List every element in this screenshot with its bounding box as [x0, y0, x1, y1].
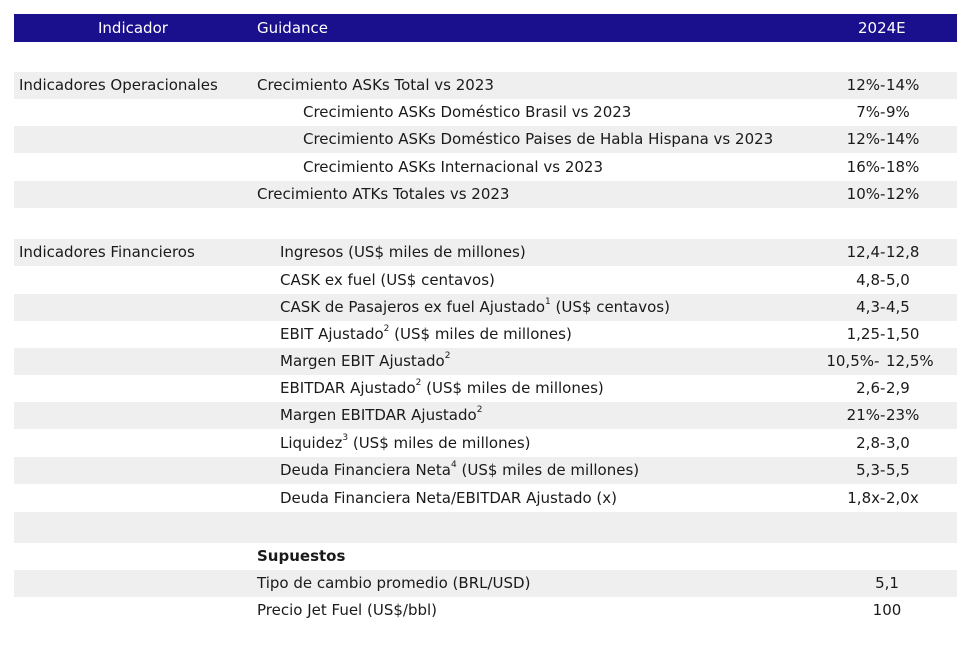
footnote-marker: 2	[476, 405, 483, 415]
row-label-text: Margen EBIT Ajustado	[280, 352, 445, 370]
range-separator: -	[880, 103, 886, 121]
range-low: 12%	[846, 130, 880, 148]
category-financial: Indicadores Financieros	[19, 243, 195, 261]
table-row	[14, 348, 957, 375]
range-high: 14%	[886, 76, 920, 94]
table-row	[14, 597, 957, 624]
assumption-value: 5,1	[875, 574, 899, 592]
range-separator: -	[880, 130, 886, 148]
table-row	[14, 485, 957, 512]
assumptions-title-row	[14, 543, 957, 570]
table-row	[14, 126, 957, 153]
assumptions-title: Supuestos	[257, 547, 346, 565]
range-low: 4,3	[856, 298, 880, 316]
range-high: 12%	[886, 185, 920, 203]
range-high: 3,0	[886, 434, 910, 452]
range-low: 21%	[846, 406, 880, 424]
row-label: Tipo de cambio promedio (BRL/USD)	[257, 574, 531, 592]
table-row	[14, 321, 957, 348]
table-row	[14, 402, 957, 429]
range-separator: -	[880, 325, 886, 343]
range-high: 4,5	[886, 298, 910, 316]
range-high: 2,0x	[886, 489, 919, 507]
range-low: 1,8x	[847, 489, 880, 507]
row-label-text: Margen EBITDAR Ajustado	[280, 406, 477, 424]
row-label-suffix: (US$ miles de millones)	[421, 379, 604, 397]
header-guidance: Guidance	[257, 19, 328, 37]
range-high: 2,9	[886, 379, 910, 397]
row-label-suffix: (US$ miles de millones)	[348, 434, 531, 452]
range-high: 9%	[886, 103, 910, 121]
range-separator: -	[880, 185, 886, 203]
range-high: 1,50	[886, 325, 920, 343]
range-separator: -	[880, 406, 886, 424]
table-row	[14, 267, 957, 294]
range-low: 1,25	[846, 325, 880, 343]
range-high: 23%	[886, 406, 920, 424]
range-separator: -	[874, 352, 880, 370]
range-separator: -	[880, 298, 886, 316]
range-low: 5,3	[856, 461, 880, 479]
row-label: Crecimiento ASKs Doméstico Paises de Habla Hispana vs 2023	[303, 130, 774, 148]
row-label-suffix: (US$ centavos)	[550, 298, 670, 316]
row-label-text: Liquidez	[280, 434, 343, 452]
footnote-marker: 2	[444, 351, 451, 361]
category-operational: Indicadores Operacionales	[19, 76, 218, 94]
range-low: 12%	[846, 76, 880, 94]
table-row	[14, 239, 957, 266]
table-row	[14, 99, 957, 126]
range-separator: -	[880, 461, 886, 479]
table-row	[14, 154, 957, 181]
row-label: Deuda Financiera Neta/EBITDAR Ajustado (x)	[280, 489, 617, 507]
range-separator: -	[880, 76, 886, 94]
range-low: 16%	[846, 158, 880, 176]
range-low: 12,4	[846, 243, 880, 261]
range-low: 2,8	[856, 434, 880, 452]
table-row	[14, 181, 957, 208]
header-indicador: Indicador	[98, 19, 168, 37]
row-label: Precio Jet Fuel (US$/bbl)	[257, 601, 437, 619]
row-label: Crecimiento ATKs Totales vs 2023	[257, 185, 510, 203]
table-row	[14, 375, 957, 402]
range-high: 18%	[886, 158, 920, 176]
spacer-row	[14, 512, 957, 543]
range-separator: -	[880, 489, 886, 507]
range-high: 14%	[886, 130, 920, 148]
row-label	[280, 298, 670, 317]
row-label-suffix: (US$ miles de millones)	[456, 461, 640, 479]
range-separator: -	[880, 434, 886, 452]
table-row	[14, 570, 957, 597]
range-separator: -	[880, 379, 886, 397]
table-header	[14, 14, 957, 42]
range-separator: -	[880, 158, 886, 176]
footnote-marker: 3	[342, 433, 349, 443]
row-label: CASK ex fuel (US$ centavos)	[280, 271, 495, 289]
table-row	[14, 294, 957, 321]
table-row	[14, 430, 957, 457]
row-label	[280, 434, 530, 453]
range-separator: -	[880, 243, 886, 261]
range-high: 5,5	[886, 461, 910, 479]
spacer-row	[14, 208, 957, 235]
row-label-suffix: (US$ miles de millones)	[389, 325, 572, 343]
footnote-marker: 2	[383, 324, 390, 334]
row-label: Ingresos (US$ miles de millones)	[280, 243, 526, 261]
range-high: 12,5%	[886, 352, 934, 370]
row-label: Crecimiento ASKs Internacional vs 2023	[303, 158, 603, 176]
row-label	[280, 352, 450, 371]
range-low: 10%	[846, 185, 880, 203]
range-low: 10,5%	[826, 352, 874, 370]
row-label: Crecimiento ASKs Doméstico Brasil vs 2023	[303, 103, 632, 121]
row-label	[280, 379, 604, 398]
header-year: 2024E	[858, 19, 906, 37]
footnote-marker: 2	[415, 378, 422, 388]
row-label-text: EBIT Ajustado	[280, 325, 384, 343]
row-label-text: EBITDAR Ajustado	[280, 379, 416, 397]
range-high: 5,0	[886, 271, 910, 289]
assumption-value: 100	[872, 601, 902, 619]
row-label	[280, 325, 572, 344]
table-row	[14, 72, 957, 99]
range-separator: -	[880, 271, 886, 289]
row-label	[280, 406, 482, 425]
footnote-marker: 1	[545, 297, 551, 307]
range-low: 7%	[856, 103, 880, 121]
range-low: 2,6	[856, 379, 880, 397]
row-label	[280, 461, 639, 480]
row-label-text: Deuda Financiera Neta	[280, 461, 451, 479]
footnote-marker: 4	[450, 460, 457, 470]
range-low: 4,8	[856, 271, 880, 289]
table-row	[14, 457, 957, 484]
row-label: Crecimiento ASKs Total vs 2023	[257, 76, 494, 94]
row-label-text: CASK de Pasajeros ex fuel Ajustado	[280, 298, 546, 316]
range-high: 12,8	[886, 243, 920, 261]
